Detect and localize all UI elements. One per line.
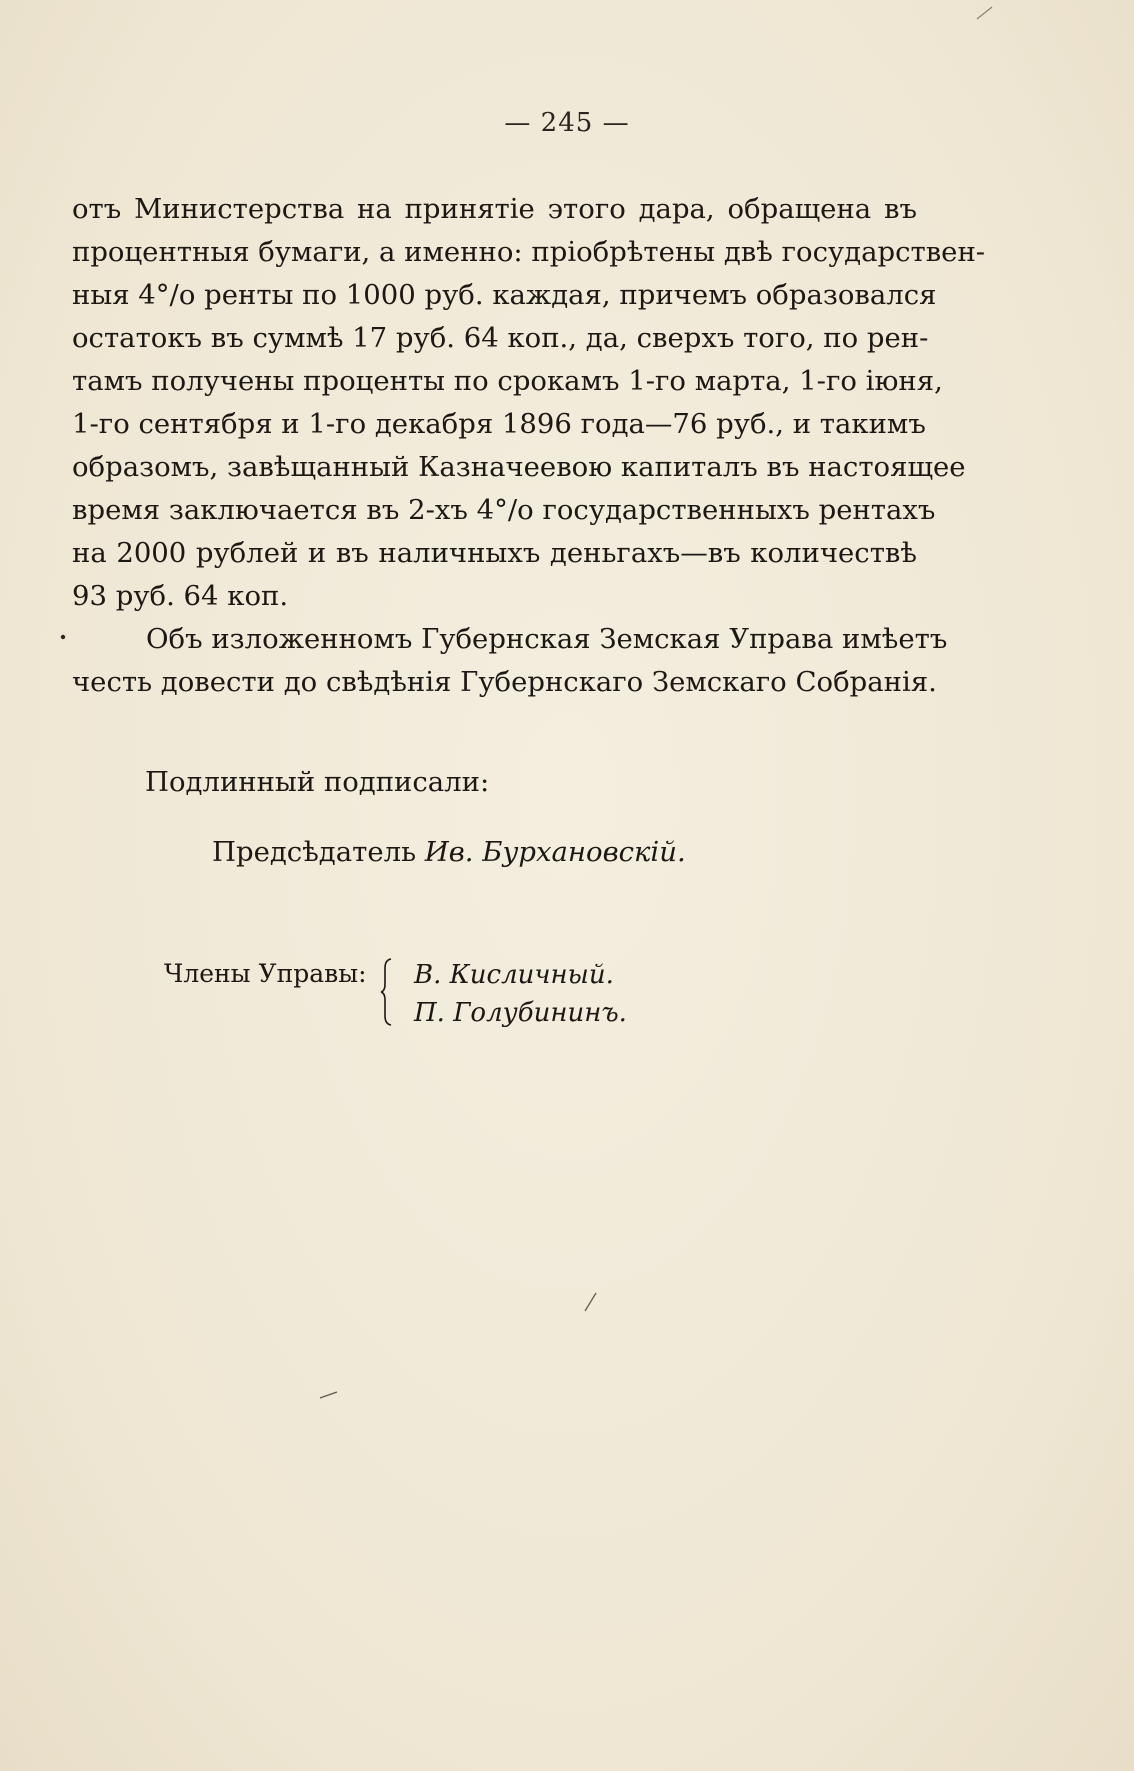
member-name: В. Кисличный. (414, 960, 614, 990)
ink-dot (58, 632, 68, 642)
signed-label: Подлинный подписали: (145, 766, 490, 798)
text-line: остатокъ въ суммѣ 17 руб. 64 коп., да, сверхъ того, по рен- (72, 322, 929, 354)
text-line: образомъ, завѣщанный Казначеевою капиталъ въ настоящее (72, 451, 966, 483)
text-line: Объ изложенномъ Губернская Земская Управа имѣетъ (146, 623, 948, 655)
text-line: 93 руб. 64 коп. (72, 580, 289, 612)
text-line: 1-го сентября и 1-го декабря 1896 года—76 руб., и такимъ (72, 408, 926, 440)
page-number: — 245 — (504, 108, 630, 138)
pencil-mark (583, 1291, 599, 1313)
body-text (72, 188, 986, 704)
text-line: на 2000 рублей и въ наличныхъ деньгахъ—въ количествѣ (72, 537, 917, 569)
text-line: процентныя бумаги, а именно: пріобрѣтены двѣ государствен- (72, 236, 986, 268)
text-line: ныя 4°/о ренты по 1000 руб. каждая, причемъ образовался (72, 279, 937, 311)
pencil-mark (975, 5, 995, 21)
text-line: честь довести до свѣдѣнія Губернскаго Земскаго Собранія. (72, 666, 937, 698)
members-label: Члены Управы: (164, 959, 367, 988)
text-line: время заключается въ 2-хъ 4°/о государственныхъ рентахъ (72, 494, 936, 526)
member-name: П. Голубининъ. (414, 998, 627, 1028)
curly-brace-icon (380, 958, 394, 1026)
chairman-name: Ив. Бурхановскій. (424, 836, 686, 868)
member-names (414, 956, 627, 1032)
text-line: отъ Министерства на принятіе этого дара, обращена въ (72, 193, 917, 225)
chairman-signature (212, 831, 686, 874)
pencil-mark (318, 1390, 340, 1400)
text-line: тамъ получены проценты по срокамъ 1-го марта, 1-го іюня, (72, 365, 943, 397)
chairman-label: Предсѣдатель (212, 836, 417, 868)
